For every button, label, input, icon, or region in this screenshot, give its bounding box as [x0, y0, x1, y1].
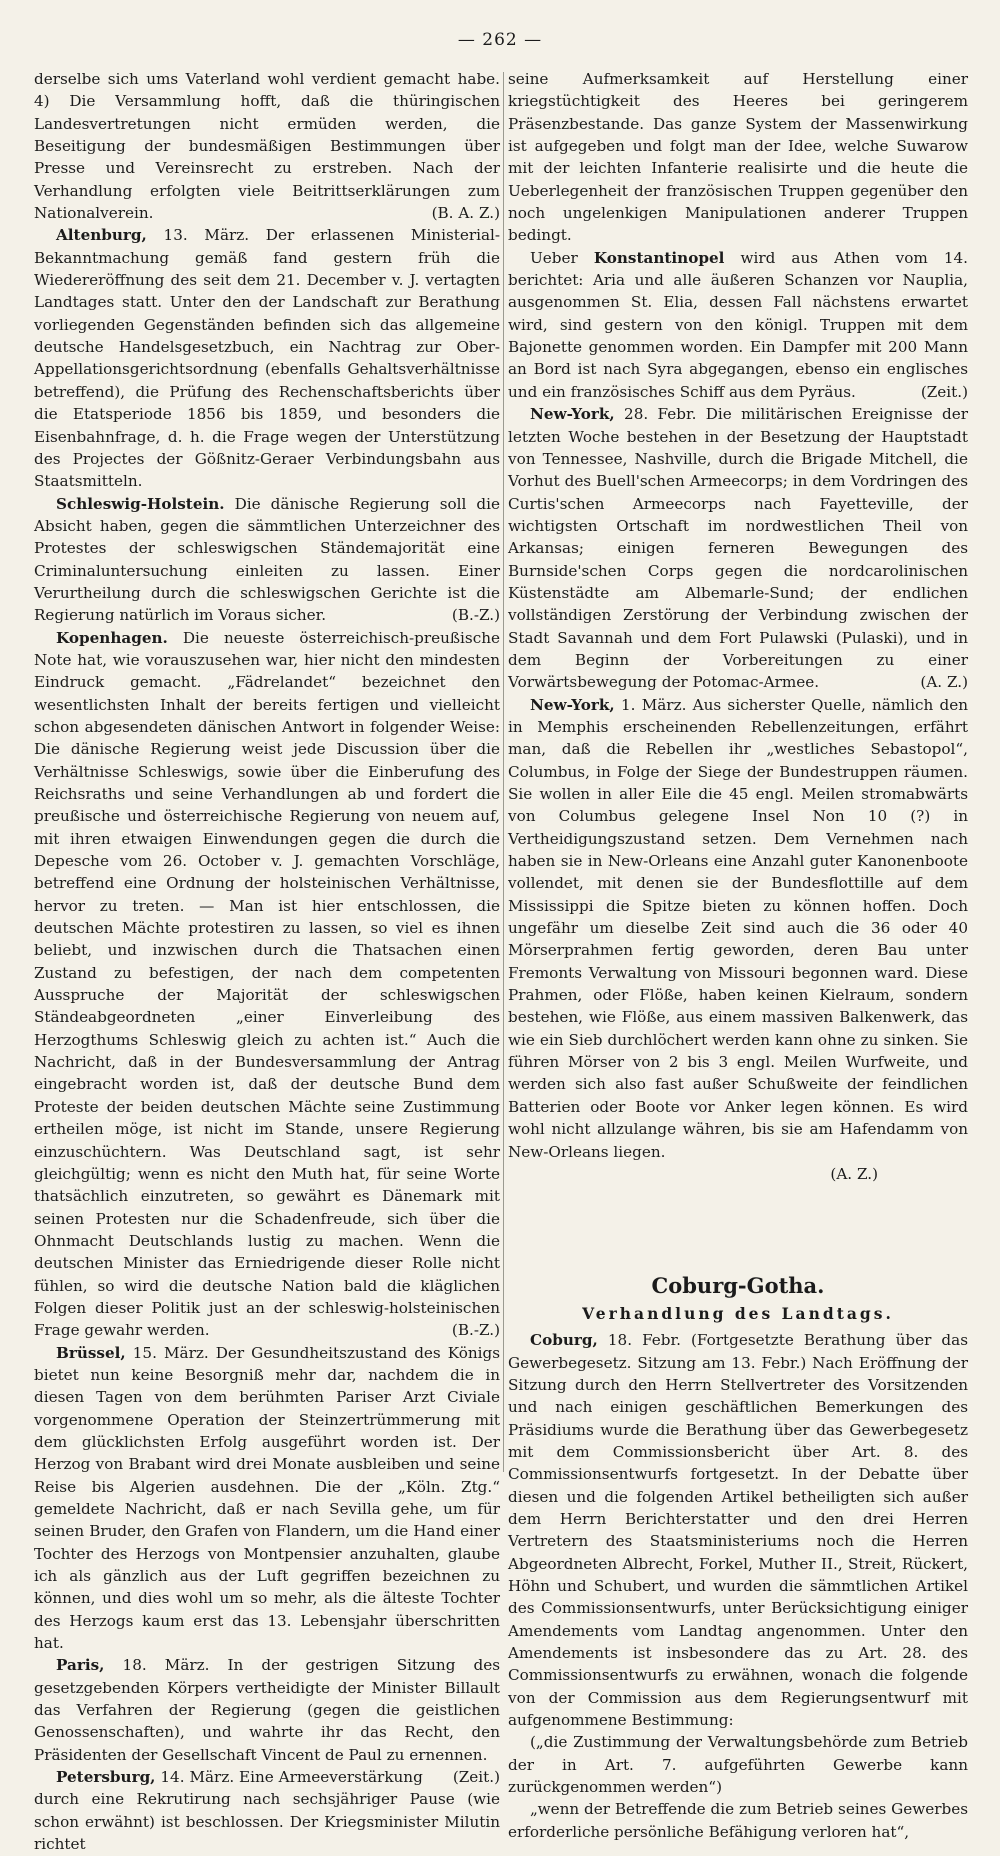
- article-bruessel: Brüssel, 15. März. Der Gesundheitszustand des Königs bietet nun keine Besorgniß mehr dar, nachdem die in diesen Tagen von dem berühmten Pariser Arzt Civiale vorgenommene Operation der Steinzertrümmerung mit dem glücklichsten Erfolg ausgeführt worden ist. Der Herzog von Brabant wird drei Monate ausbleiben und seine Reise bis Algerien ausdehnen. Die der „Köln. Ztg.“ gemeldete Nachricht, daß er nach Sevilla gehe, um für seinen Bruder, den Grafen von Flandern, um die Hand einer Tochter des Herzogs von Montpensier anzuhalten, glaube ich als gänzlich aus der Luft gegriffen bezeichnen zu können, und dies wohl um so mehr, als die älteste Tochter des Herzogs kaum erst das 13. Lebensjahr überschritten hat.: [34, 1343, 500, 1653]
- dateline-place: Konstantinopel: [593, 248, 725, 267]
- dateline-place: New-York,: [530, 405, 615, 424]
- dateline-place: Petersburg,: [56, 1768, 156, 1787]
- article-altenburg: Altenburg, 13. März. Der erlassenen Ministerial-Bekanntmachung gemäß fand gestern früh die Wiedereröffnung des seit dem 21. December v. J. vertagten Landtages statt. Unter den der Landschaft zur Berathung vorliegenden Gegenständen befinden sich das allgemeine deutsche Handelsgesetzbuch, ein Nachtrag zur Ober-Appellationsgerichtsordnung (ebenfalls Gehaltsverhältnisse betreffend), die Prüfung des Rechenschaftsberichts über die Etatsperiode 1856 bis 1859, und besonders die Eisenbahnfrage, d. h. die Frage wegen der Unterstützung des Projectes der Gößnitz-Geraer Verbindungsbahn aus Staatsmitteln.: [34, 226, 500, 491]
- article-new-york-2: New-York, 1. März. Aus sicherster Quelle, nämlich den in Memphis erscheinenden Rebellenzeitungen, erfährt man, daß die Rebellen ihr „westliches Sebastopol“, Columbus, in Folge der Siege der Bundestruppen räumen. Sie wollen in aller Eile die 45 engl. Meilen stromabwärts von Columbus gelegene Insel Non 10 (?) in Vertheidigungszustand setzen. Dem Vernehmen nach haben sie in New-Orleans eine Anzahl guter Kanonenboote vollendet, mit denen sie der Bundesflottille auf dem Mississippi die Spitze bieten zu können hoffen. Doch ungefähr um dieselbe Zeit sind auch die 36 oder 40 Mörserprahmen fertig geworden, deren Bau unter Fremonts Verwaltung von Missouri begonnen ward. Diese Prahmen, oder Flöße, haben keinen Kielraum, sondern bestehen, wie Flöße, aus einem massiven Balkenwerk, das wie ein Sieb durchlöchert werden kann ohne zu sinken. Sie führen Mörser von 2 bis 3 engl. Meilen Wurfweite, und werden sich also fast außer Schußweite der feindlichen Batterien oder Boote vor Anker legen können. Es wird wohl nicht allzulange währen, bis sie am Hafendamm von New-Orleans liegen.: [508, 695, 968, 1161]
- dateline-place: New-York,: [530, 695, 615, 714]
- right-column: [508, 68, 968, 1841]
- source-citation: (A. Z.): [830, 1164, 878, 1183]
- article-konstantinopel: Ueber Konstantinopel wird aus Athen vom 14. berichtet: Aria und alle äußeren Schanzen vor Nauplia, ausgenommen St. Elia, dessen Fall nächstens erwartet wird, sind gestern von den königl. Truppen mit dem Bajonette genommen worden. Ein Dampfer mit 200 Mann an Bord ist nach Syra abgegangen, ebenso ein englisches und ein französisches Schiff aus dem Pyräus. (Zeit.): [508, 247, 968, 403]
- article-petersburg: Petersburg, 14. März. Eine Armeeverstärkung durch eine Rekrutirung nach sechsjähriger Pause (wie schon erwähnt) ist beschlossen. Der Kriegsminister Milutin richtet: [34, 1768, 500, 1854]
- source-citation: (B. A. Z.): [431, 204, 500, 223]
- source-citation: (A. Z.): [920, 673, 968, 692]
- article-paragraph: derselbe sich ums Vaterland wohl verdient gemacht habe. 4) Die Versammlung hofft, daß die thüringischen Landesvertretungen nicht ermüden werden, die Beseitigung der bundesmäßigen Bestimmungen über Presse und Vereinsrecht zu erstreben. Nach der Verhandlung erfolgten viele Beitrittserklärungen zum Nationalverein. (B. A. Z.): [34, 68, 500, 224]
- source-citation: (B.-Z.): [451, 606, 500, 625]
- dateline-place: Paris,: [56, 1656, 105, 1675]
- source-citation: (B.-Z.): [451, 1321, 500, 1340]
- dateline-place: Coburg,: [530, 1331, 598, 1350]
- article-paris: Paris, 18. März. In der gestrigen Sitzung des gesetzgebenden Körpers vertheidigte der Minister Billault das Verfahren der Regierung (gegen die geistlichen Genossenschaften), und wahrte ihr das Recht, den Präsidenten der Gesellschaft Vincent de Paul zu ernennen. (Zeit.): [34, 1654, 500, 1766]
- page-number: — 262 —: [457, 30, 543, 50]
- article-coburg: Coburg, 18. Febr. (Fortgesetzte Berathung über das Gewerbegesetz. Sitzung am 13. Febr.) Nach Eröffnung der Sitzung durch den Herrn Stellvertreter des Vorsitzenden und nach einigen geschäftlichen Bemerkungen des Präsidiums wurde die Berathung über das Gewerbegesetz mit dem Commissionsbericht über Art. 8. des Commissionsentwurfs fortgesetzt. In der Debatte über diesen und die folgenden Artikel betheiligten sich außer dem Herrn Berichterstatter und den drei Herren Vertretern des Staatsministeriums noch die Herren Abgeordneten Albrecht, Forkel, Muther II., Streit, Rückert, Höhn und Schubert, und wurden die sämmtlichen Artikel des Commissionsentwurfs, unter Berücksichtigung einiger Amendements vom Landtag angenommen. Unter den Amendements ist insbesondere das zu Art. 28. des Commissionsentwurfs zu erwähnen, wonach die folgende von der Commission aus dem Regierungsentwurf mit aufgenommene Bestimmung:: [508, 1331, 968, 1730]
- article-schleswig-holstein: Schleswig-Holstein. Die dänische Regierung soll die Absicht haben, gegen die sämmtlichen Unterzeichner des Protestes der schleswigschen Ständemajorität eine Criminaluntersuchung einleiten zu lassen. Einer Verurtheilung durch die schleswigschen Gerichte ist die Regierung natürlich im Voraus sicher. (B.-Z.): [34, 493, 500, 627]
- dateline-place: Brüssel,: [56, 1343, 126, 1362]
- source-citation: (Zeit.): [920, 382, 968, 401]
- section-subheading: Verhandlung des Landtags.: [582, 1304, 894, 1324]
- quoted-amendment: „wenn der Betreffende die zum Betrieb seines Gewerbes erforderliche persönliche Befähigung verloren hat“,: [508, 1800, 968, 1841]
- quoted-provision: („die Zustimmung der Verwaltungsbehörde zum Betrieb der in Art. 7. aufgeführten Gewerbe kann zurückgenommen werden“): [508, 1733, 968, 1797]
- article-paragraph: seine Aufmerksamkeit auf Herstellung einer kriegstüchtigkeit des Heeres bei geringerem Präsenzbestande. Das ganze System der Massenwirkung ist aufgegeben und folgt man der Idee, welche Suwarow mit der leichten Infanterie realisirte und die heute die Ueberlegenheit der französischen Truppen gegenüber den noch ungelenkigen Manipulationen anderer Truppen bedingt.: [508, 70, 968, 245]
- dateline-place: Altenburg,: [56, 226, 147, 245]
- dateline-place: Kopenhagen.: [56, 628, 168, 647]
- left-column: [34, 68, 500, 1854]
- dateline-place: Schleswig-Holstein.: [56, 494, 225, 513]
- source-citation: (Zeit.): [452, 1768, 500, 1787]
- article-new-york-1: New-York, 28. Febr. Die militärischen Ereignisse der letzten Woche bestehen in der Besetzung der Hauptstadt von Tennessee, Nashville, durch die Brigade Mitchell, die Vorhut des Buell'schen Armeecorps; in dem Vordringen des Curtis'schen Armeecorps nach Fayetteville, der wichtigsten Ortschaft im nordwestlichen Theil von Arkansas; einigen ferneren Bewegungen des Burnside'schen Corps gegen die nordcarolinischen Küstenstädte am Albemarle-Sund; der endlichen vollständigen Zerstörung der Verbindung zwischen der Stadt Savannah und dem Fort Pulawski (Pulaski), und in dem Beginn der Vorbereitungen zu einer Vorwärtsbewegung der Potomac-Armee. (A. Z.): [508, 403, 968, 693]
- article-kopenhagen: Kopenhagen. Die neueste österreichisch-preußische Note hat, wie vorauszusehen war, hier nicht den mindesten Eindruck gemacht. „Fädrelandet“ bezeichnet den wesentlichsten Inhalt der bereits fertigen und vielleicht schon abgesendeten dänischen Antwort in folgender Weise: Die dänische Regierung weist jede Discussion über die Verhältnisse Schleswigs, sowie über die Einberufung des Reichsraths und seine Verhandlungen ab und fordert die preußische und österreichische Regierung von neuem auf, mit ihren etwaigen Einwendungen gegen die durch die Depesche vom 26. October v. J. gemachten Vorschläge, betreffend eine Ordnung der holsteinischen Verhältnisse, hervor zu treten. — Man ist hier entschlossen, die deutschen Mächte protestiren zu lassen, so viel es ihnen beliebt, und inzwischen durch die Thatsachen einen Zustand zu befestigen, der nach dem competenten Ausspruche der Majorität der schleswigschen Ständeabgeordneten „einer Einverleibung des Herzogthums Schleswig gleich zu achten ist.“ Auch die Nachricht, daß in der Bundesversammlung der Antrag eingebracht worden ist, daß der deutsche Bund dem Proteste der beiden deutschen Mächte seine Zustimmung ertheilen möge, ist nicht im Stande, unsere Regierung einzuschüchtern. Was Deutschland sagt, ist sehr gleichgültig; wenn es nicht den Muth hat, für seine Worte thatsächlich einzutreten, so gewährt es Dänemark mit seinen Protesten nur die Schadenfreude, sich über die Ohnmacht Deutschlands lustig zu machen. Wenn die deutschen Minister das Erniedrigende dieser Rolle nicht fühlen, so wird die deutsche Nation bald die kläglichen Folgen dieser Politik just an der schleswig-holsteinischen Frage gewahr werden. (B.-Z.): [34, 627, 500, 1342]
- column-divider: [503, 72, 504, 1472]
- section-heading: Coburg-Gotha.: [651, 1273, 825, 1299]
